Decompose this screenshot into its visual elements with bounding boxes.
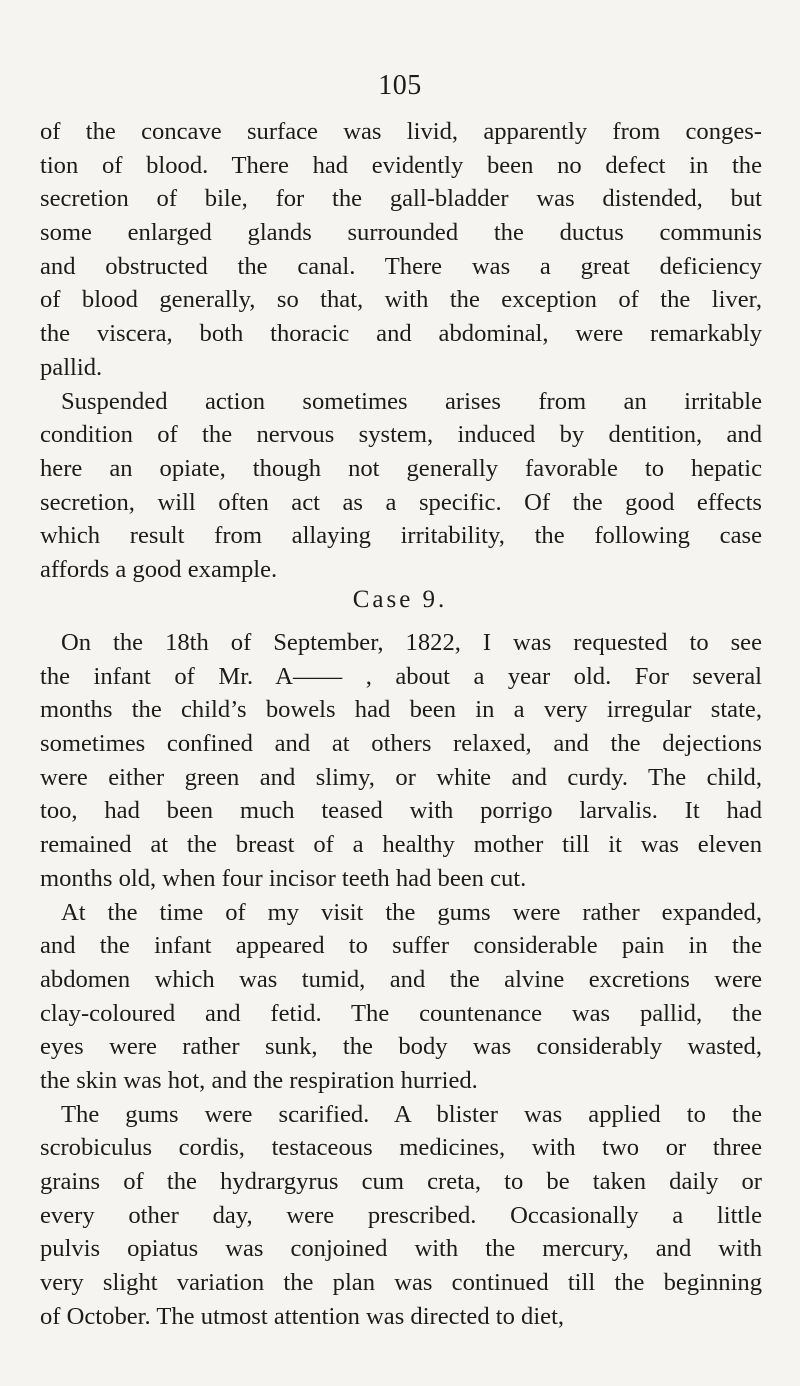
text-line: were either green and slimy, or white and curdy. The child, [40,763,762,791]
text-line: pallid. [40,353,103,381]
text-line: the infant of Mr. A—— , about a year old. For several [40,662,762,690]
text-line: pulvis opiatus was conjoined with the mercury, and with [40,1235,762,1263]
page-number: 105 [378,70,422,101]
text-line: clay-coloured and fetid. The countenance was pallid, the [40,999,762,1027]
text-line: tion of blood. There had evidently been no defect in the [40,151,762,179]
text-line: secretion of bile, for the gall-bladder was distended, but [40,185,762,213]
text-line: On the 18th of September, 1822, I was requested to see [61,629,762,656]
paragraph [40,896,762,1098]
text-line: grains of the hydrargyrus cum creta, to be taken daily or [40,1168,762,1195]
text-line: every other day, were prescribed. Occasionally a little [40,1201,762,1229]
text-line: scrobiculus cordis, testaceous medicines, with two or three [40,1134,762,1162]
text-line: which result from allaying irritability, the following case [40,522,762,550]
text-line: here an opiate, though not generally favorable to hepatic [40,454,762,482]
text-line: Suspended action sometimes arises from an irritable [61,387,762,415]
text-line: The gums were scarified. A blister was applied to the [61,1100,762,1128]
paragraph [40,1098,762,1334]
text-line: too, had been much teased with porrigo larvalis. It had [40,797,762,825]
text-line: secretion, will often act as a specific. Of the good effects [40,488,762,516]
paragraph [40,385,762,587]
text-line: months the child’s bowels had been in a very irregular state, [40,696,762,724]
text-line: At the time of my visit the gums were rather expanded, [61,898,762,926]
paragraph [40,626,762,896]
body-text-before-heading [40,115,762,587]
text-line: the viscera, both thoracic and abdominal, were remarkably [40,320,762,348]
text-line: very slight variation the plan was continued till the beginning [40,1269,762,1297]
text-line: sometimes confined and at others relaxed, and the dejections [40,730,762,758]
text-line: abdomen which was tumid, and the alvine excretions were [40,965,762,993]
case-heading: Case 9. [352,586,448,613]
text-line: of October. The utmost attention was directed to diet, [40,1302,565,1330]
text-line: eyes were rather sunk, the body was considerably wasted, [40,1033,762,1061]
text-line: of blood generally, so that, with the exception of the liver, [40,286,762,314]
text-line: remained at the breast of a healthy mother till it was eleven [40,831,762,859]
text-line: and the infant appeared to suffer considerable pain in the [40,932,762,960]
text-line: the skin was hot, and the respiration hurried. [40,1066,478,1094]
text-line: months old, when four incisor teeth had been cut. [40,864,527,892]
text-line: some enlarged glands surrounded the ductus communis [40,219,762,247]
text-line: affords a good example. [40,555,278,583]
text-line: condition of the nervous system, induced by dentition, and [40,421,762,449]
text-line: of the concave surface was livid, apparently from conges- [40,118,762,145]
body-text-after-heading [40,626,762,1333]
text-line: and obstructed the canal. There was a great deficiency [40,252,762,280]
paragraph [40,115,762,385]
